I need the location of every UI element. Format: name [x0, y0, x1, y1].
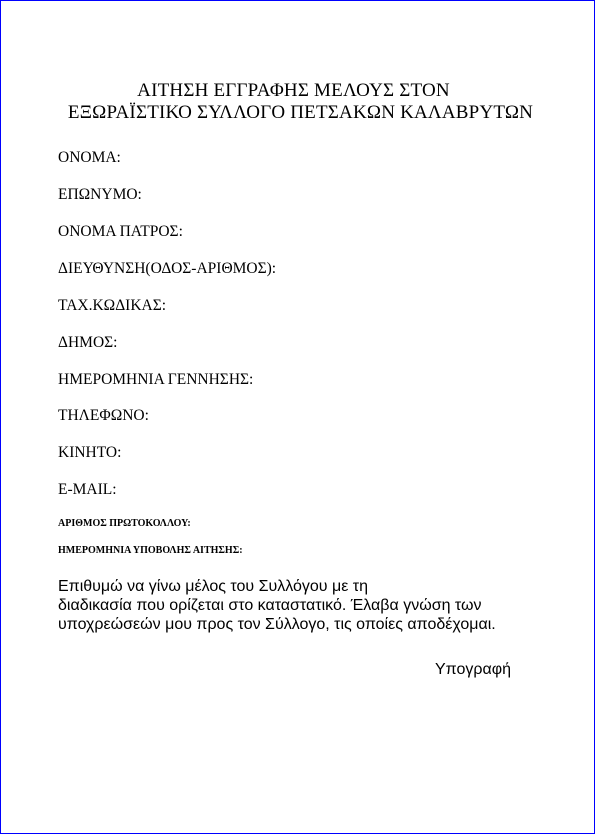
declaration-paragraph [58, 577, 496, 634]
field-address: ΔΙΕΥΘΥΝΣΗ(ΟΔΟΣ-ΑΡΙΘΜΟΣ): [58, 260, 277, 277]
field-municipality: ΔΗΜΟΣ: [58, 334, 118, 351]
signature-label: Υπογραφή [435, 661, 512, 678]
protocol-number-label: ΑΡΙΘΜΟΣ ΠΡΩΤΟΚΟΛΛΟΥ: [58, 518, 191, 529]
field-email: E-MAIL: [58, 481, 117, 498]
title-line-2: ΕΞΩΡΑΪΣΤΙΚΟ ΣΥΛΛΟΓΟ ΠΕΤΣΑΚΩΝ ΚΑΛΑΒΡΥΤΩΝ [67, 102, 534, 123]
title-line-1: ΑΙΤΗΣΗ ΕΓΓΡΑΦΗΣ ΜΕΛΟΥΣ ΣΤΟΝ [137, 80, 450, 101]
field-birth-date: ΗΜΕΡΟΜΗΝΙΑ ΓΕΝΝΗΣΗΣ: [58, 371, 254, 388]
declaration-line: υποχρεώσεών μου προς τον Σύλλογο, τις οποίες αποδέχομαι. [58, 616, 496, 633]
field-mobile: ΚΙΝΗΤΟ: [58, 444, 122, 461]
field-last-name: ΕΠΩΝΥΜΟ: [58, 186, 142, 203]
field-phone: ΤΗΛΕΦΩΝΟ: [58, 407, 149, 424]
submission-date-label: ΗΜΕΡΟΜΗΝΙΑ ΥΠΟΒΟΛΗΣ ΑΙΤΗΣΗΣ: [58, 545, 243, 556]
declaration-line: διαδικασία που ορίζεται στο καταστατικό. Έλαβα γνώση των [58, 597, 482, 614]
field-father-name: ΟΝΟΜΑ ΠΑΤΡΟΣ: [58, 223, 183, 240]
declaration-line: Επιθυμώ να γίνω μέλος του Συλλόγου με τη [58, 578, 369, 595]
field-postal-code: ΤΑΧ.ΚΩΔΙΚΑΣ: [58, 297, 167, 314]
field-first-name: ΟΝΟΜΑ: [58, 149, 121, 166]
